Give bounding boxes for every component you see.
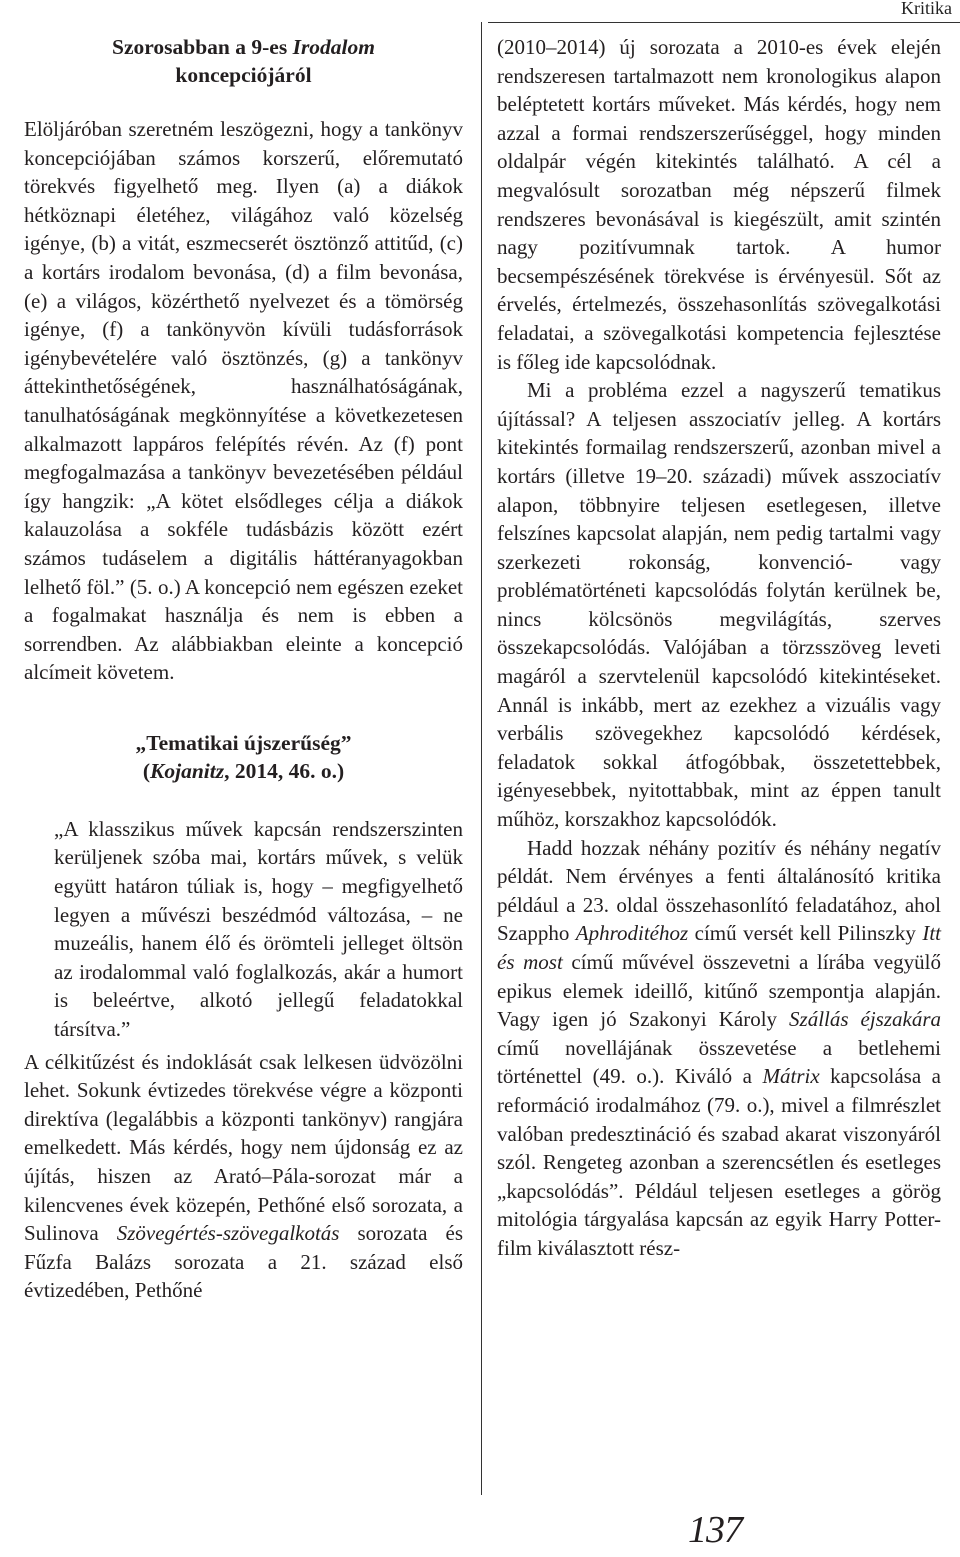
subsection-heading-open: ( <box>142 758 151 783</box>
block-quote: „A klasszikus művek kapcsán rendszerszinten kerüljenek szóba mai, kortárs művek, s velük együtt határon túliak is, hogy – megfigyelhető legyen a művészi beszédmód változása, – ne muzeális, hanem élő és örömteli jelleget öltsön az irodalommal való foglalkozás, akár a humort is beleértve, alkotó jellegű feladatokkal társítva.” <box>54 816 463 1042</box>
subsection-heading-citation: , 2014, 46. o.) <box>224 758 345 783</box>
subsection-heading <box>24 729 463 785</box>
right-column <box>497 33 941 1263</box>
section-title <box>24 33 463 89</box>
examples-text-e: kapcsolása a reformáció irodalmához (79. o.), mivel a filmrészlet valóban predesztináció és szabad akarat viszonyáról szól. Rengeteg azonban a szerencsétlen és esetleges „kapcsolódás”. Például teljesen esetleges a görög mitológia tárgyalása kapcsán az egyik Harry Potter-film kiválasztott rész- <box>497 1064 941 1260</box>
section-title-line2: koncepciójáról <box>175 63 312 87</box>
evaluation-text-b: sorozata és Fűzfa Balázs sorozata a 21. század első évtizedében, Pethőné <box>24 1221 463 1303</box>
evaluation-series-title: Szövegértés-szövegalkotás <box>116 1221 340 1246</box>
continuation-paragraph: (2010–2014) új sorozata a 2010-es évek elején rendszeresen tartalmazott nem kronologikus alapon beléptetett kortárs műveket. Más kérdés, hogy nem azzal a formai rendszerszerűséggel, hogy minden oldalpár végén kitekintés található. A cél a megvalósult sorozatban még népszerű filmek rendszeres bevonásával is kiegészült, amit szintén nagy pozitívumnak tartok. A humor becsempészésének törekvése is érvényesül. Sőt az érvelés, értelmezés, összehasonlítás szövegalkotási feladatai, a szövegalkotási kompetencia fejlesztése is főleg ide kapcsolódnak. <box>497 35 941 374</box>
intro-paragraph: Elöljáróban szeretném leszögezni, hogy a tankönyv koncepciójában számos korszerű, előremutató törekvés figyelhető meg. Ilyen (a) a diákok hétköznapi életéhez, világához való közelség igénye, (b) a vitát, eszmecserét ösztönző attitűd, (c) a kortárs irodalom bevonása, (d) a film bevonása, (e) a világos, közérthető nyelvezet és a tömörség igénye, (f) a tankönyvön kívüli tudásforrások igénybevételére való ösztönzés, (g) a tankönyv áttekinthetőségének, használhatóságának, tanulhatóságának megkönnyítése a következetesen alkalmazott lappáros felépítés révén. Az (f) pont megfogalmazása a tankönyv bevezetésében például így hangzik: „A kötet elsődleges célja a diákok kalauzolása a sokféle tudásbázis között ezért számos tudáselem a digitális háttéranyagokban lelhető föl.” (5. o.) A koncepció nem egészen ezeket a fogalmakat használja és nem is ebben a sorrendben. Az alábbiakban eleinte a koncepció alcímeit követem. <box>24 117 463 685</box>
examples-text-a: Hadd hozzak néhány pozitív és néhány negatív példát. Nem érvényes a fenti általánosító kritika például a 23. oldal összehasonlító feladatához, ahol Szappho <box>497 835 941 946</box>
running-head: Kritika <box>901 0 952 18</box>
page-number: 137 <box>688 1509 742 1551</box>
subsection-heading-title: „Tematikai újszerűség” <box>135 730 352 755</box>
work-title-matrix: Mátrix <box>762 1064 820 1089</box>
top-rule <box>488 22 960 23</box>
section-title-italic: Irodalom <box>292 35 376 59</box>
evaluation-text-a: A célkitűzést és indoklását csak lelkesen üdvözölni lehet. Sokunk évtizedes törekvése végre a központi direktíva (legalábbis a központi tankönyv) rangjára emelkedett. Más kérdés, hogy nem újdonság ez az újítás, hiszen az Arató–Pála-sorozat már a kilencvenes évek közepén, Pethőné első sorozata, a Sulinova <box>24 1049 463 1246</box>
examples-text-d: című novellájának összevetése a betlehemi történettel (49. o.). Kiváló a <box>497 1035 941 1089</box>
column-divider <box>481 22 482 1495</box>
evaluation-paragraph <box>24 1048 463 1305</box>
examples-text-c: című művével összevetni a lírába vegyülő epikus elemek ideillő, kitűnő szempontja alapján. Vagy igen jó Szakonyi Károly <box>497 950 941 1032</box>
subsection-heading-author: Kojanitz <box>150 758 225 783</box>
work-title-itt-es-most: Itt és most <box>497 921 941 974</box>
examples-paragraph <box>497 834 941 1263</box>
section-title-text: Szorosabban a 9-es <box>111 35 293 59</box>
examples-text-b: című versét kell Pilinszky <box>688 921 923 946</box>
left-column <box>24 33 463 1305</box>
work-title-aphroditehoz: Aphroditéhoz <box>575 921 689 946</box>
work-title-szallas-ejszakara: Szállás éjszakára <box>789 1007 941 1032</box>
problem-paragraph: Mi a probléma ezzel a nagyszerű tematikus újítással? A teljesen asszociatív jelleg. A kortárs kitekintés formailag rendszerszerű, azonban mivel a kortárs (illetve 19–20. századi) művek asszociatív alapon, többnyire teljesen esetlegesen, illetve felszínes kapcsolat alapján, nem pedig tartalmi vagy szerkezeti rokonság, konvenció- vagy problématörténeti kapcsolódás folytán kerülnek be, nincs kölcsönös megvilágítás, szerves összekapcsolódás. Valójában a törzsszöveg leveti magáról a szervtelenül kapcsolódó kitekintéseket. Annál is inkább, mert az ezekhez a vizuális vagy verbális szövegekhez kapcsolódó kérdések, feladatok sokkal átfogóbbak, összetettebbek, igényesebbek, nyitottabbak, mint az éppen tanult műhöz, korszakhoz kapcsolódók. <box>497 378 941 832</box>
